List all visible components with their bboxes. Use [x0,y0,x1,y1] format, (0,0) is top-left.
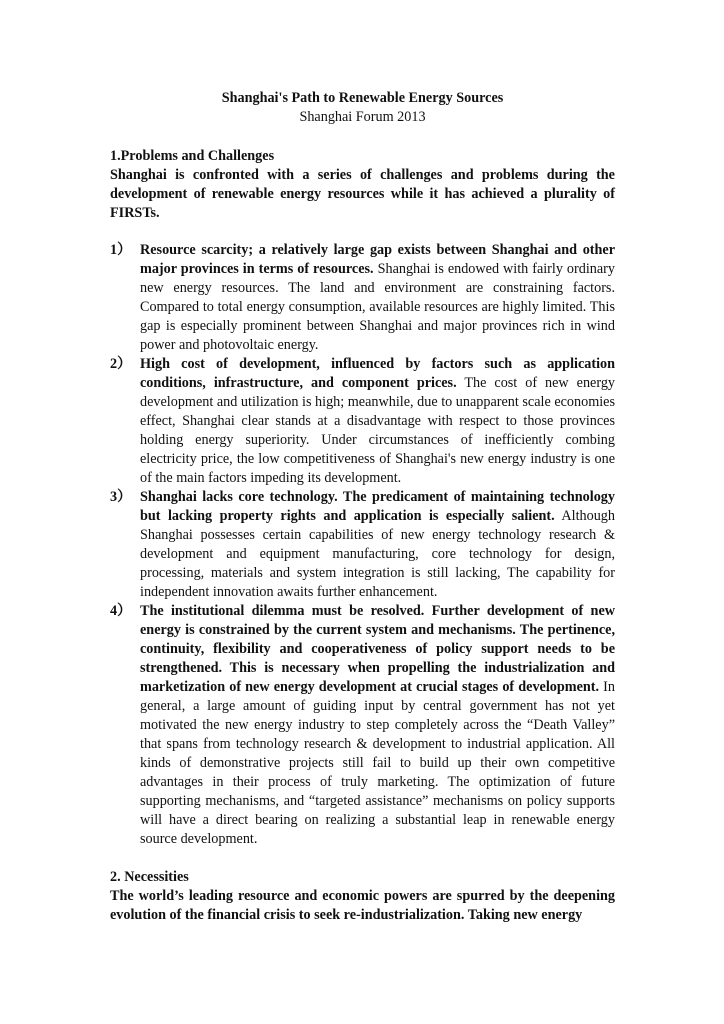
list-item-number: 3） [110,489,132,505]
list-item [110,355,615,488]
document-title: Shanghai's Path to Renewable Energy Sources [221,90,504,106]
section-2-heading: 2. Necessities [110,869,189,885]
document-subtitle: Shanghai Forum 2013 [299,109,426,125]
list-item-bold-text: High cost of development, influenced by factors such as application conditions, infrastructure, and component prices. [140,356,615,391]
list-item-number: 4） [110,603,132,619]
list-item [110,241,615,355]
section-2 [110,868,615,925]
document-page [110,89,615,943]
list-item-bold-text: The institutional dilemma must be resolved. Further development of new energy is constrained by the current system and mechanisms. The pertinence, continuity, flexibility and cooperativeness of policy support needs to be strengthened. This is necessary when propelling the industrialization and marketization of new energy development at crucial stages of development. [140,603,615,695]
list-item-bold-text: Resource scarcity; a relatively large gap exists between Shanghai and other major provinces in terms of resources. [140,242,615,277]
section-1-heading: 1.Problems and Challenges [110,148,275,164]
list-item-body-text: The cost of new energy development and utilization is high; meanwhile, due to unapparent scale economies effect, Shanghai clear stands at a disadvantage with respect to those provinces holding energy superiority. Under circumstances of inefficiently combing electricity price, the low competitiveness of Shanghai's new energy industry is one of the main factors impeding its development. [140,375,616,486]
section-2-lead: The world’s leading resource and economic powers are spurred by the deepening evolution of the financial crisis to seek re-industrialization. Taking new energy [110,888,615,923]
list-item-bold-text: Shanghai lacks core technology. The predicament of maintaining technology but lacking property rights and application is especially salient. [140,489,615,524]
list-item-body-text: In general, a large amount of guiding input by central government has not yet motivated the new energy industry to step completely across the “Death Valley” that spans from technology research & development to industrial application. All kinds of demonstrative projects still fail to build up their own competitive advantages in their process of truly marketing. The optimization of future supporting mechanisms, and “targeted assistance” mechanisms on policy supports will have a direct bearing on realizing a substantial leap in renewable energy source development. [140,679,615,847]
problems-list [110,241,615,849]
section-1-lead: Shanghai is confronted with a series of challenges and problems during the development of renewable energy resources while it has achieved a plurality of FIRSTs. [110,167,615,221]
list-item-body-text: Shanghai is endowed with fairly ordinary new energy resources. The land and environment are constraining factors. Compared to total energy consumption, available resources are highly limited. This gap is especially prominent between Shanghai and major provinces rich in wind power and photovoltaic energy. [140,261,615,353]
list-item-number: 1） [110,242,132,258]
list-item-body-text: Although Shanghai possesses certain capabilities of new energy technology research & development and equipment manufacturing, core technology for design, processing, materials and system integration is still lacking, The capability for independent innovation awaits further enhancement. [140,508,615,600]
list-item [110,602,615,849]
list-item-number: 2） [110,356,132,372]
list-item [110,488,615,602]
